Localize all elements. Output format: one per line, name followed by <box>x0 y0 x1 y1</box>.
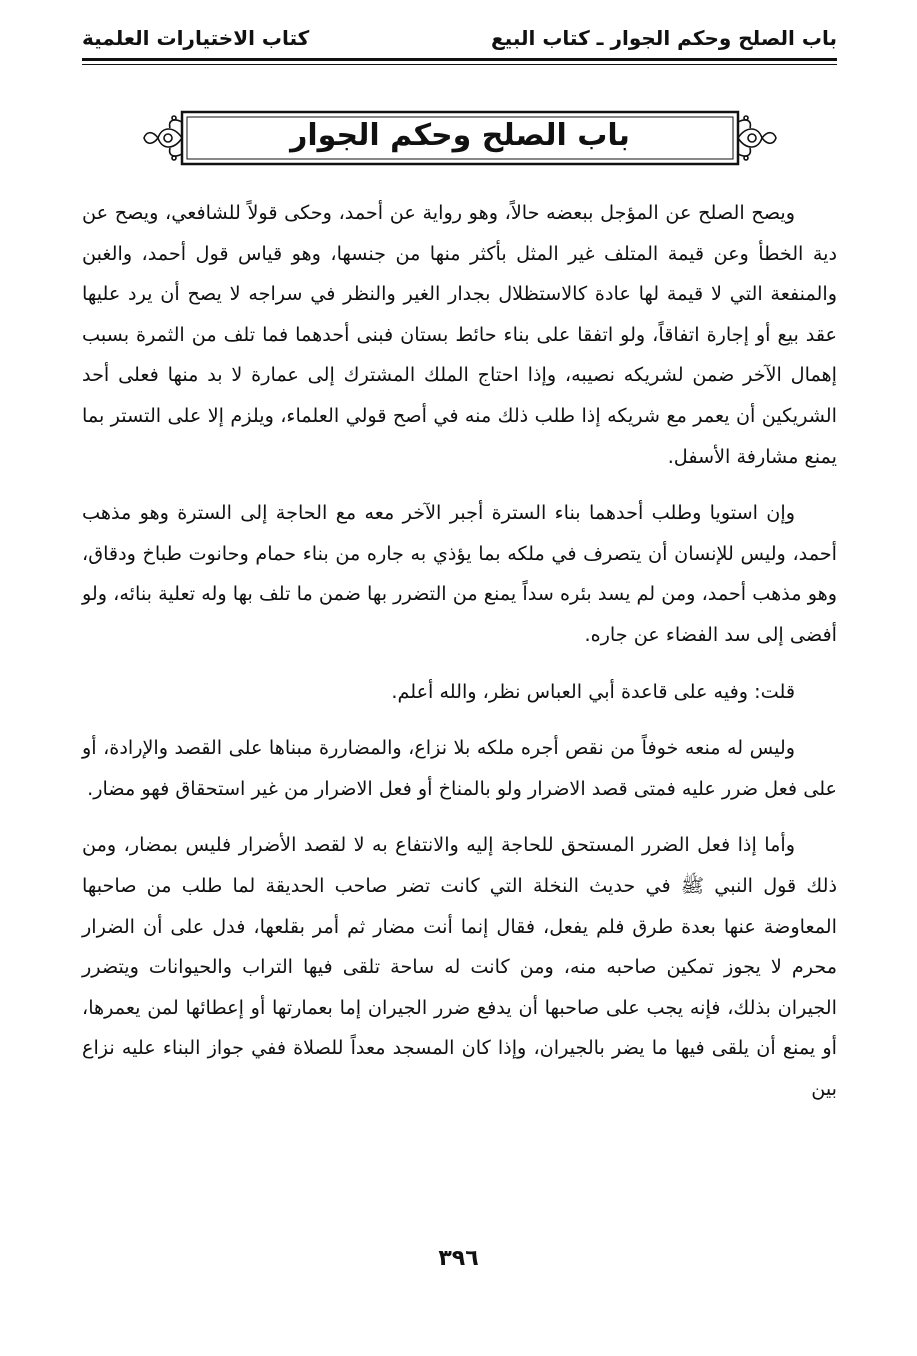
header-book-title: كتاب الاختيارات العلمية <box>82 26 310 50</box>
running-header <box>82 26 837 56</box>
header-rule-thin <box>82 64 837 65</box>
body-text <box>82 193 837 1109</box>
paragraph-3: قلت: وفيه على قاعدة أبي العباس نظر، والله أعلم. <box>391 679 795 703</box>
paragraph-4: وليس له منعه خوفاً من نقص أجره ملكه بلا نزاع، والمضاررة مبناها على القصد والإرادة، أو على فعل ضرر عليه فمتى قصد الاضرار ولو بالمناخ أو فعل الاضرار من غير استحقاق فهو مضار. <box>82 736 837 800</box>
header-rule-thick <box>82 58 837 61</box>
page-number: ٣٩٦ <box>438 1246 479 1271</box>
paragraph-1: ويصح الصلح عن المؤجل ببعضه حالاً، وهو رواية عن أحمد، وحكى قولاً للشافعي، ويصح عن دية الخطأ وعن قيمة المتلف غير المثل بأكثر منها من جنسها، وهو قياس قول أحمد، والغبن والمنفعة التي لا قيمة لها عادة كالاستظلال بجدار الغير والنظر في سراجه لا يصح أن يرد عليها عقد بيع أو إجارة اتفاقاً، ولو اتفقا على بناء حائط بستان فبنى أحدهما فما تلف من الثمرة بسبب إهمال الآخر ضمن لشريكه نصيبه، وإذا احتاج الملك المشترك إلى عمارة لا بد منها فعلى أحد الشريكين أن يعمر مع شريكه إذا طلب ذلك منه في أصح قولي العلماء، ويلزم إلا على التستر بما يمنع مشارفة الأسفل. <box>82 201 837 468</box>
paragraph-5: وأما إذا فعل الضرر المستحق للحاجة إليه والانتفاع به لا لقصد الأضرار فليس بمضار، ومن ذلك قول النبي ﷺ في حديث النخلة التي كانت تضر صاحب الحديقة لما طلب من صاحبها المعاوضة عنها بعدة طرق فلم يفعل، فقال إنما أنت مضار ثم أمر بقلعها، فدل على أن الضرار محرم لا يجوز تمكين صاحبه منه، ومن كانت له ساحة تلقى فيها التراب والحيوانات ويتضرر الجيران بذلك، فإنه يجب على صاحبها أن يدفع ضرر الجيران إما بعمارتها أو إعطائها لمن يعمرها، أو يمنع أن يلقى فيها ما يضر بالجيران، وإذا كان المسجد معداً للصلاة ففي جواز البناء عليه نزاع بين <box>82 833 837 1100</box>
paragraph-2: وإن استويا وطلب أحدهما بناء السترة أجبر الآخر معه مع الحاجة إلى السترة وهو مذهب أحمد، وليس للإنسان أن يتصرف في ملكه بما يؤذي به جاره من بناء حمام وحانوت طباخ ودقاق، وهو مذهب أحمد، ومن لم يسد بئره سداً يمنع من التضرر بها ضمن ما تلف بها وله تعلية بنائه، ولو أفضى إلى سد الفضاء عن جاره. <box>82 501 837 646</box>
chapter-title-frame <box>140 108 780 168</box>
chapter-title: باب الصلح وحكم الجوار <box>290 118 630 153</box>
header-section-title: باب الصلح وحكم الجوار ـ كتاب البيع <box>491 26 837 50</box>
